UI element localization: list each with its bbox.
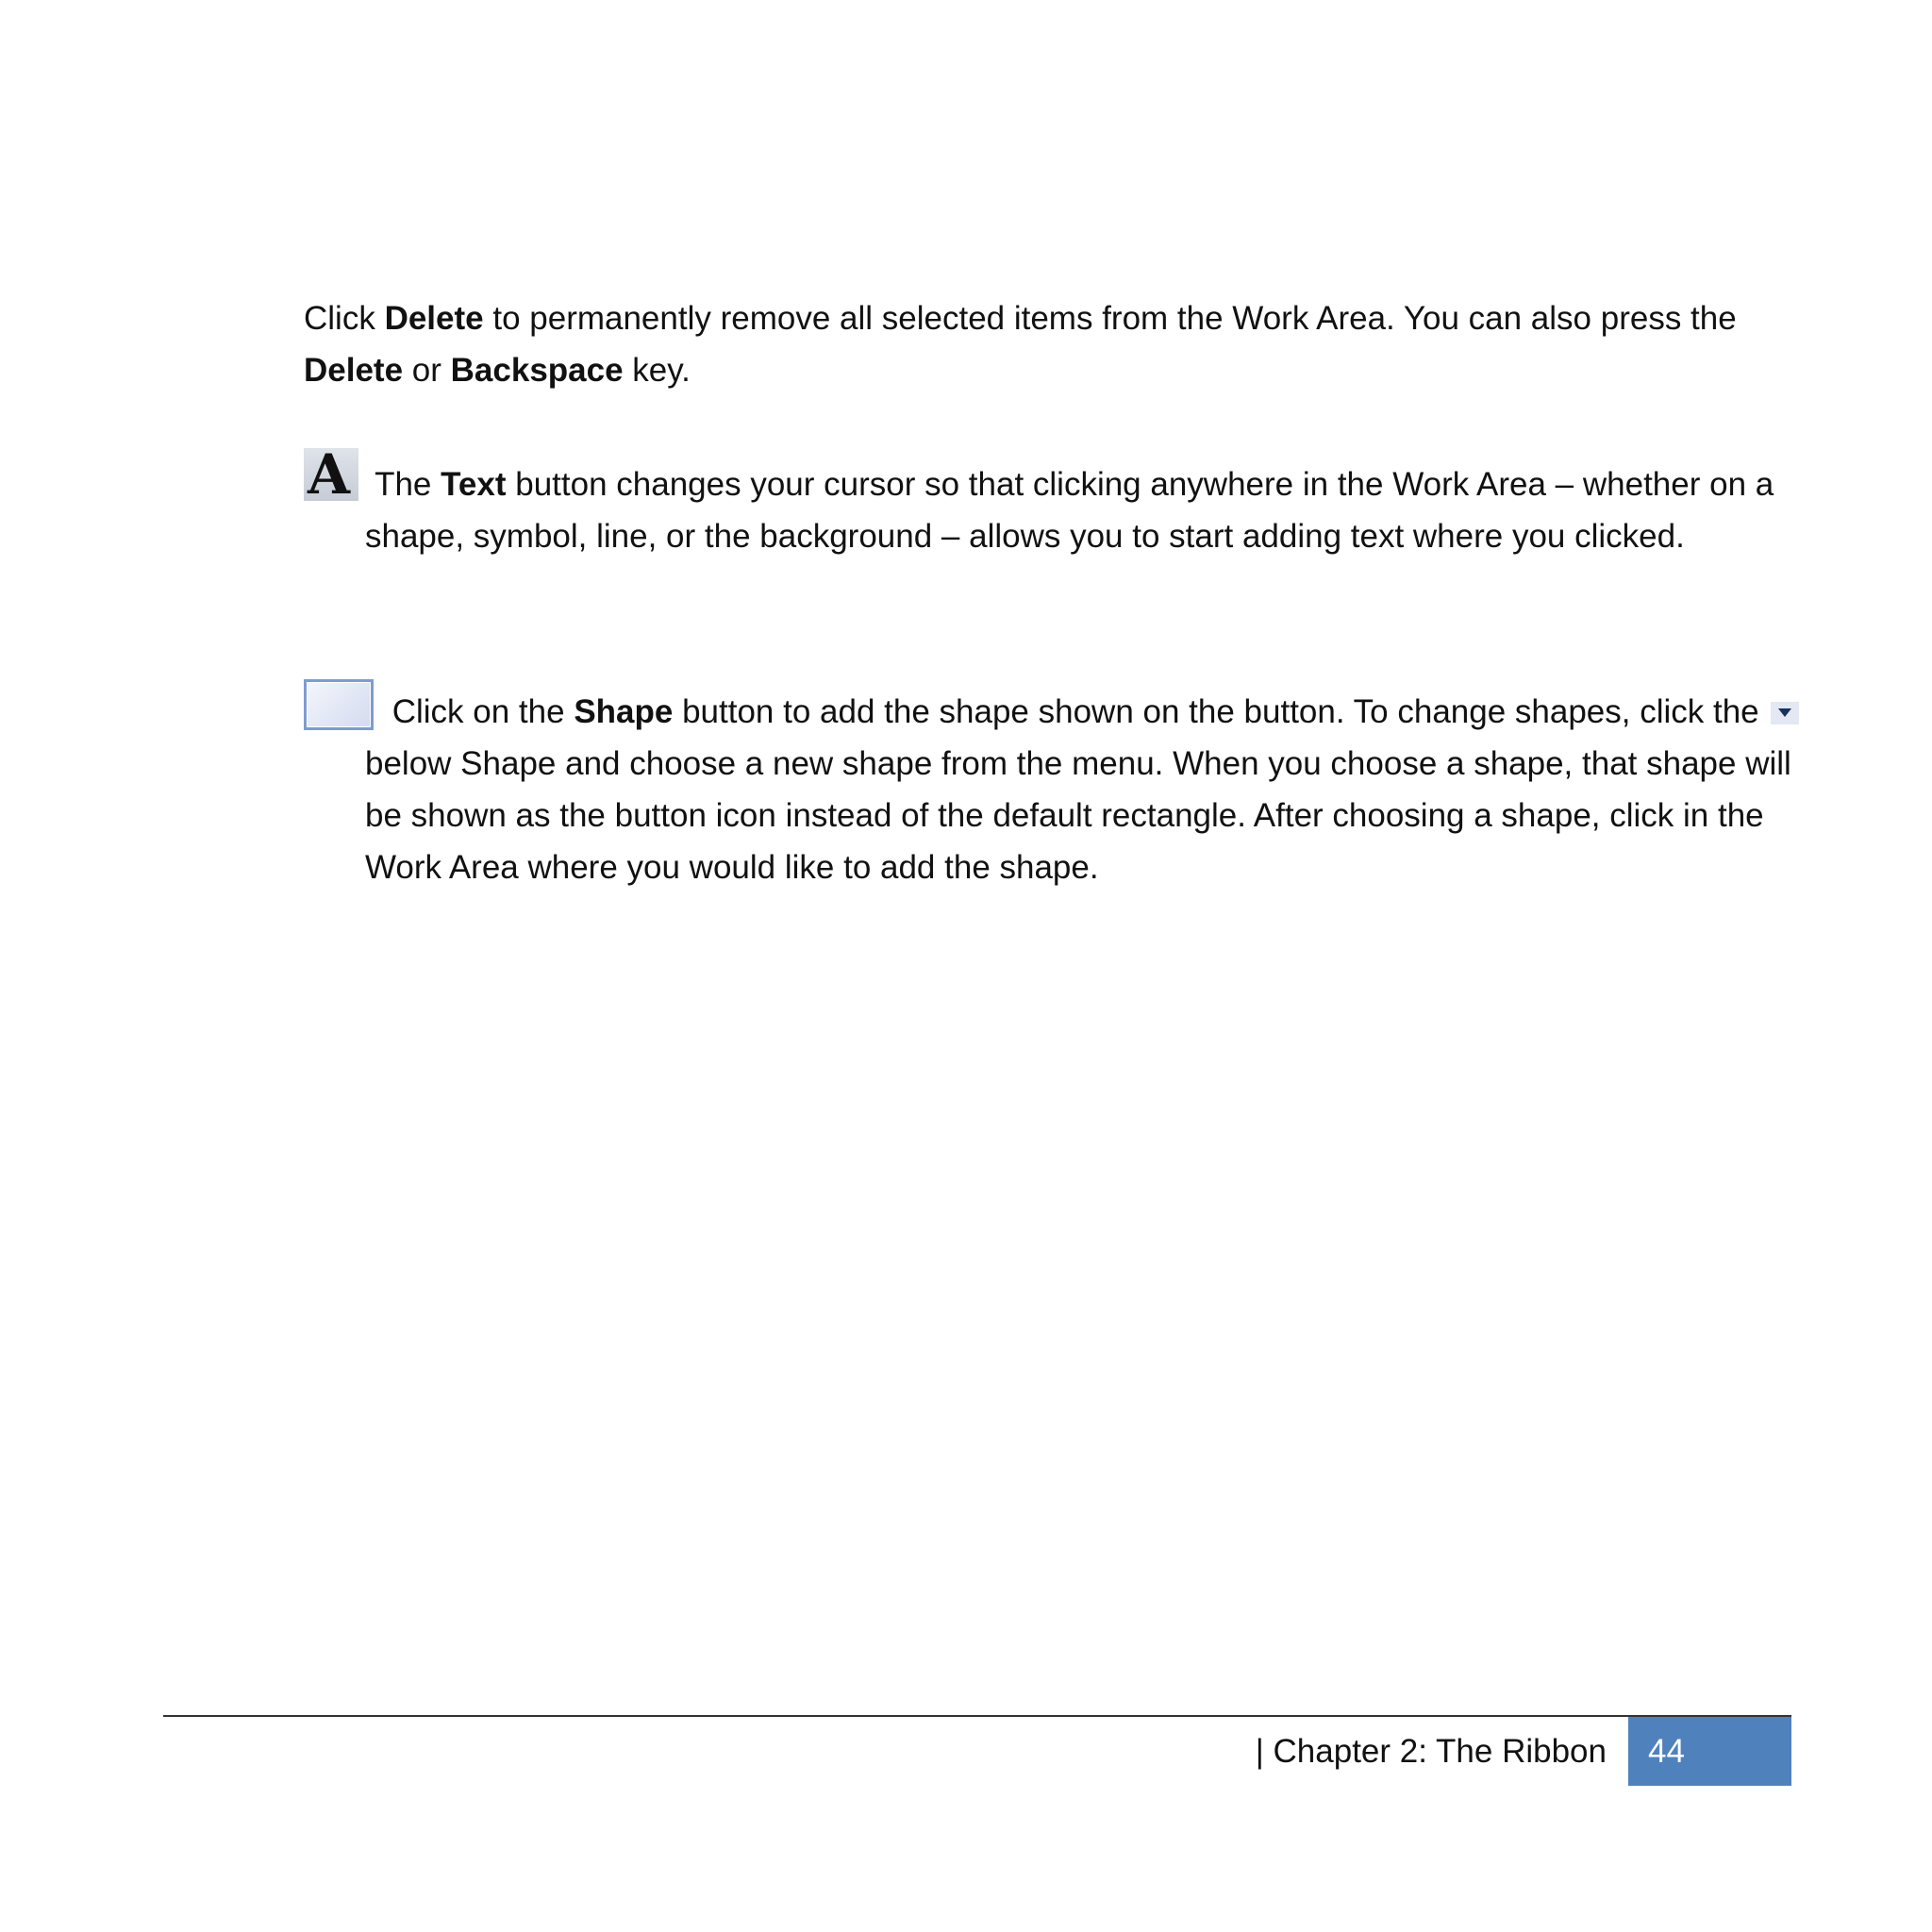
text-run: button changes your cursor so that clicking anywhere in the Work Area – whether on a shape, symbol, line, or the background – allows you to start adding text where you clicked. xyxy=(365,466,1774,555)
bold-term-shape: Shape xyxy=(574,693,674,730)
text-run: below Shape and choose a new shape from the menu. When you choose a shape, that shape will be shown as the button icon instead of the default rectangle. After choosing a shape, click in the Work Area where you would like to add the shape. xyxy=(365,745,1791,886)
text-run: Click on the xyxy=(383,693,575,730)
text-a-glyph: A xyxy=(308,442,351,507)
bold-term-delete-key: Delete xyxy=(304,352,404,389)
text-run: or xyxy=(403,352,451,389)
text-run: to permanently remove all selected items from the Work Area. You can also press the xyxy=(483,300,1737,337)
text-a-icon xyxy=(304,442,358,507)
text-run: The xyxy=(366,466,441,503)
bold-term-backspace-key: Backspace xyxy=(450,352,624,389)
bold-term-delete: Delete xyxy=(384,300,484,337)
delete-paragraph xyxy=(304,292,1775,396)
bold-term-text: Text xyxy=(441,466,507,503)
text-run: Click xyxy=(304,300,385,337)
text-button-paragraph xyxy=(304,442,1833,562)
rectangle-shape-icon xyxy=(304,679,374,730)
footer-divider xyxy=(163,1715,1791,1717)
text-run: button to add the shape shown on the button. To change shapes, click the xyxy=(673,693,1759,730)
shape-button-paragraph xyxy=(304,679,1833,893)
page-number-badge: 44 xyxy=(1628,1717,1791,1786)
text-run: key. xyxy=(623,352,691,389)
dropdown-arrow-icon xyxy=(1771,702,1799,724)
footer-chapter-title: | Chapter 2: The Ribbon xyxy=(1255,1733,1607,1770)
